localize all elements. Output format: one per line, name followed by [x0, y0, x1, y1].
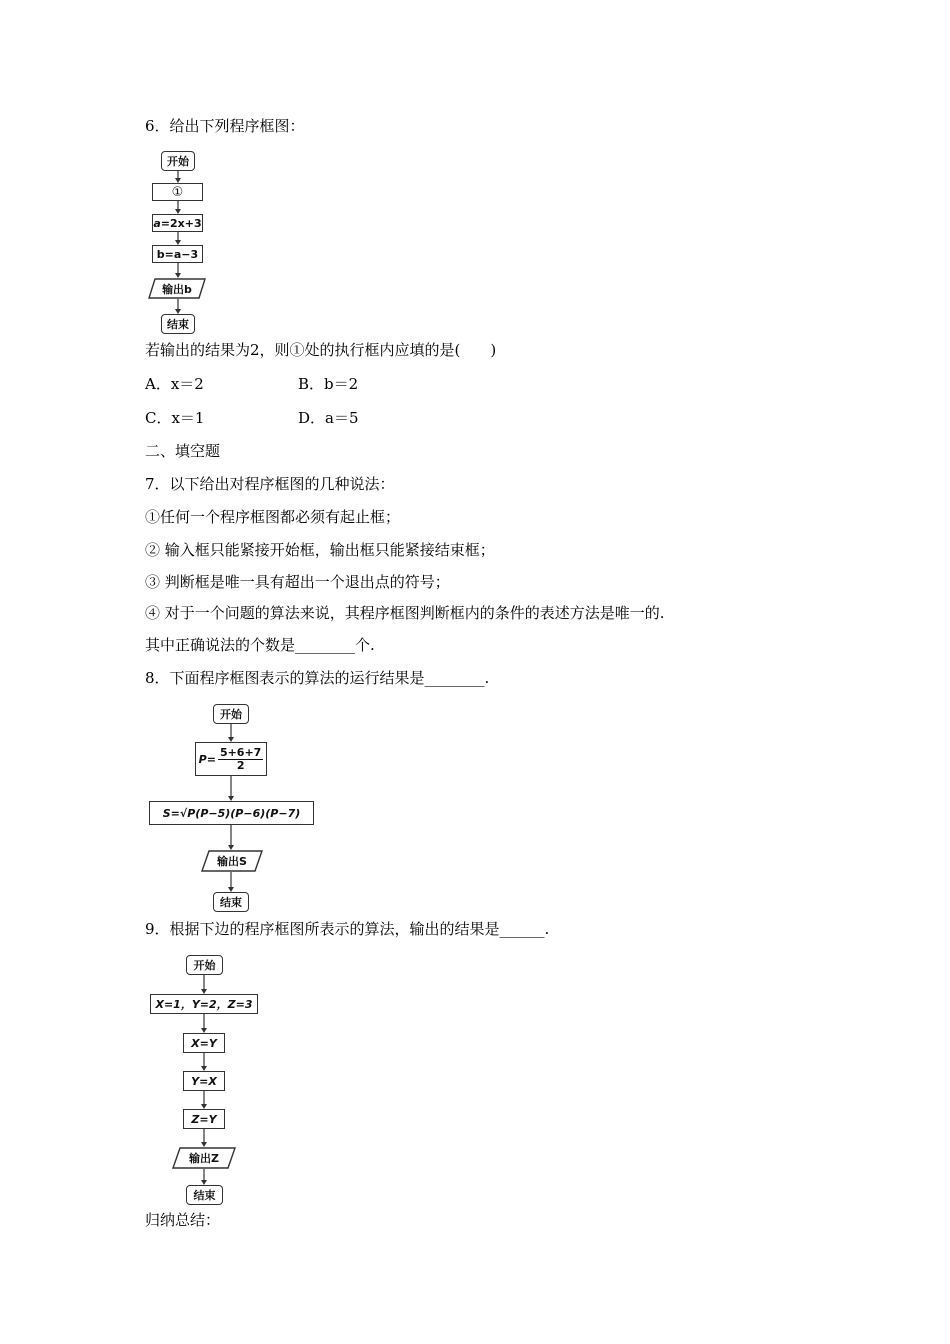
flow-arrow	[199, 1053, 209, 1071]
q6-option-a: A．x＝2	[145, 375, 204, 393]
q6-question: 若输出的结果为2，则①处的执行框内应填的是( )	[145, 341, 497, 359]
flow-step-s: S=√P(P−5)(P−6)(P−7)	[149, 801, 314, 825]
var-a: a	[153, 216, 161, 230]
flow-output	[172, 1147, 236, 1169]
flow-arrow	[226, 825, 236, 850]
flow-output-label: 输出Z	[189, 1152, 219, 1165]
q7-ask: 其中正确说法的个数是________个.	[145, 636, 375, 654]
flow-end: 结束	[213, 892, 249, 912]
flow-step-p	[195, 742, 267, 776]
flow-step-z: Z=Y	[183, 1109, 225, 1129]
q7-statement-2: ② 输入框只能紧接开始框，输出框只能紧接结束框；	[145, 541, 495, 559]
p-fraction	[218, 747, 263, 772]
flow-output-label: 输出b	[162, 282, 192, 296]
flow-arrow	[173, 171, 183, 183]
flow-arrow	[226, 776, 236, 801]
flow-init: X=1，Y=2，Z=3	[150, 994, 258, 1014]
q6-option-c: C．x＝1	[145, 409, 205, 427]
flow-arrow	[199, 975, 209, 994]
flow-start: 开始	[161, 151, 195, 171]
flow-arrow	[199, 1014, 209, 1033]
flow-start: 开始	[186, 955, 223, 975]
q6-stem: 6．给出下列程序框图：	[145, 117, 305, 135]
q9-stem: 9．根据下边的程序框图所表示的算法，输出的结果是______.	[145, 920, 550, 938]
flow-start: 开始	[213, 704, 249, 724]
flow-end: 结束	[186, 1185, 223, 1205]
expr-a: =2x+3	[160, 216, 202, 230]
p-denominator: 2	[236, 758, 245, 772]
q7-stem: 7．以下给出对程序框图的几种说法：	[145, 475, 395, 493]
q7-statement-4: ④ 对于一个问题的算法来说，其程序框图判断框内的条件的表述方法是唯一的.	[145, 604, 665, 622]
q7-statement-1: ①任何一个程序框图都必须有起止框；	[145, 508, 401, 526]
flow-arrow	[173, 232, 183, 245]
p-lhs: P=	[198, 752, 216, 766]
flow-arrow	[199, 1129, 209, 1147]
flow-arrow	[173, 263, 183, 278]
summary-heading: 归纳总结：	[145, 1211, 221, 1229]
flow-arrow	[226, 872, 236, 892]
p-numerator: 5+6+7	[219, 745, 262, 759]
flow-step-x: X=Y	[183, 1033, 225, 1053]
flow-arrow	[173, 201, 183, 214]
flow-arrow	[173, 299, 183, 314]
flow-output-label: 输出S	[217, 855, 247, 868]
flow-end: 结束	[161, 314, 195, 334]
section-title: 二、填空题	[145, 442, 221, 460]
flow-arrow	[199, 1169, 209, 1185]
q7-statement-3: ③ 判断框是唯一具有超出一个退出点的符号；	[145, 573, 450, 591]
flow-step-a	[152, 214, 203, 232]
flow-arrow	[226, 724, 236, 742]
q6-option-d: D．a＝5	[298, 409, 359, 427]
q6-option-b: B．b＝2	[298, 375, 359, 393]
flow-arrow	[199, 1091, 209, 1109]
flow-step-b: b=a−3	[152, 245, 203, 263]
flow-step-y: Y=X	[183, 1071, 225, 1091]
flow-output	[148, 278, 206, 299]
flow-step-blank: ①	[152, 183, 203, 201]
flow-output	[201, 850, 263, 872]
q8-stem: 8．下面程序框图表示的算法的运行结果是________.	[145, 669, 490, 687]
